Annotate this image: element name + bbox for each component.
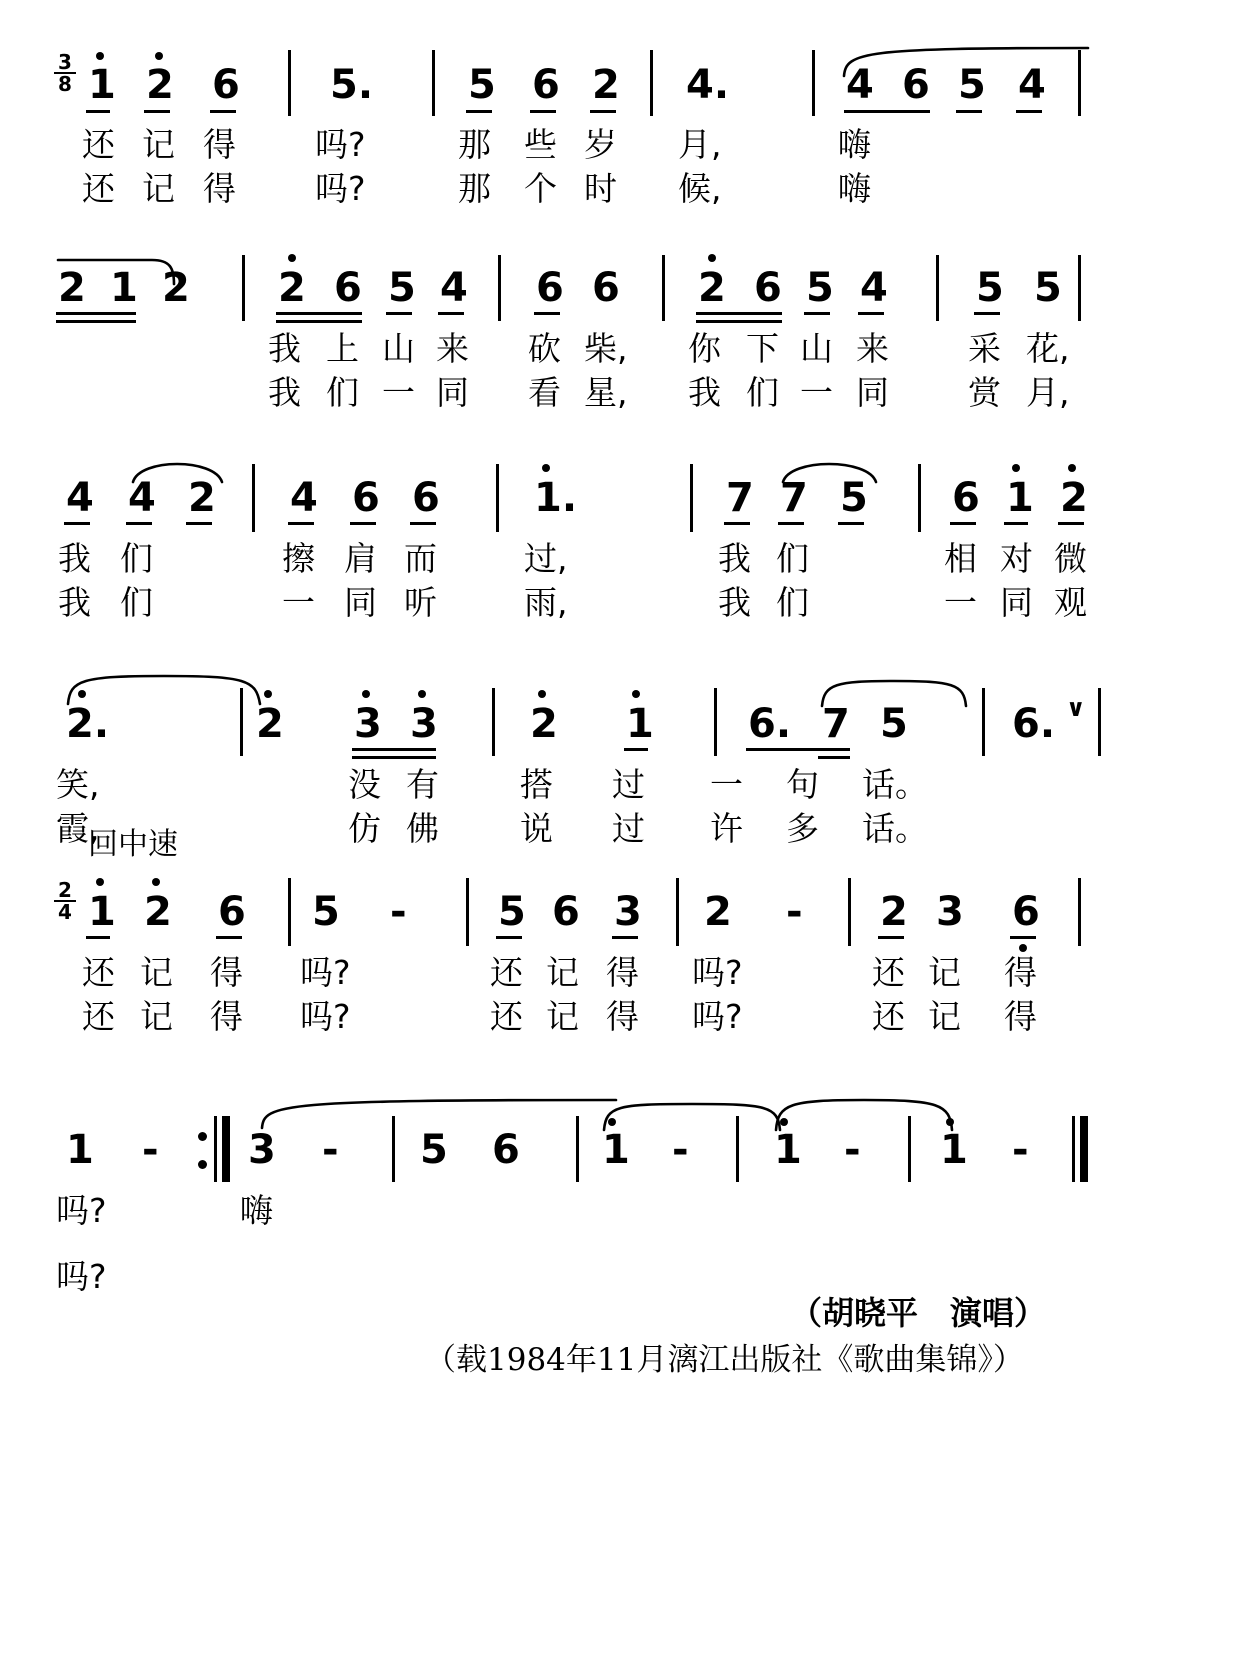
octave-dot-above: [538, 690, 546, 698]
time-signature-numerator: 2: [58, 878, 72, 902]
note: 4: [128, 475, 156, 521]
note: 4: [440, 265, 468, 311]
beam: [56, 320, 136, 323]
barline: [908, 1116, 911, 1182]
note: 3: [248, 1127, 276, 1173]
note: 5: [420, 1127, 448, 1173]
lyric-syllable: 记: [546, 997, 579, 1036]
beam: [126, 522, 152, 525]
lyric-syllable: 同: [856, 373, 889, 412]
note: 6: [552, 889, 580, 935]
note: 7: [726, 475, 754, 521]
lyric-syllable: 得: [210, 953, 243, 992]
sustain-dash: -: [844, 1127, 861, 1173]
beam: [1010, 936, 1036, 939]
barline: [392, 1116, 395, 1182]
note: 2: [144, 889, 172, 935]
note: 6: [352, 475, 380, 521]
lyric-syllable: 一: [944, 583, 977, 622]
lyric-syllable: 一: [800, 373, 833, 412]
final-thick-barline: [1080, 1116, 1088, 1182]
octave-dot-above: [362, 690, 370, 698]
beam: [696, 312, 782, 315]
barline: [936, 255, 939, 321]
lyric-syllable: 还: [872, 953, 905, 992]
octave-dot-above: [542, 464, 550, 472]
lyric-syllable: 岁: [584, 125, 617, 164]
lyric-syllable: 时: [584, 169, 617, 208]
lyric-syllable: 记: [140, 953, 173, 992]
beam: [410, 522, 436, 525]
lyric-syllable: 吗?: [692, 953, 743, 992]
lyric-syllable: 雨,: [524, 583, 568, 622]
lyric-syllable: 过: [612, 765, 645, 804]
lyric-syllable: 我: [718, 583, 751, 622]
system-5: [0, 826, 1235, 1036]
octave-dot-above: [96, 52, 104, 60]
octave-dot-above: [264, 690, 272, 698]
lyric-syllable: 我: [58, 583, 91, 622]
lyric-syllable: 些: [524, 125, 557, 164]
note: 4.: [686, 62, 730, 108]
note: 4: [1018, 62, 1046, 108]
lyric-syllable: 来: [856, 329, 889, 368]
time-signature-denominator: 4: [54, 900, 76, 922]
barline: [492, 688, 495, 756]
sustain-dash: -: [142, 1127, 159, 1173]
note: 1: [88, 62, 116, 108]
lyric-syllable: 笑,: [56, 765, 100, 804]
octave-dot-above: [152, 878, 160, 886]
note: 5: [498, 889, 526, 935]
octave-dot-above: [418, 690, 426, 698]
lyric-syllable: 月,: [678, 125, 722, 164]
note: 2: [698, 265, 726, 311]
beam: [878, 936, 904, 939]
note: 4: [66, 475, 94, 521]
lyric-syllable: 柴,: [584, 329, 628, 368]
beam: [144, 110, 170, 113]
note: 1: [1006, 475, 1034, 521]
lyric-syllable: 搭: [520, 765, 553, 804]
beam: [276, 312, 362, 315]
lyric-syllable: 还: [490, 997, 523, 1036]
beam: [956, 110, 982, 113]
octave-dot-above: [155, 52, 163, 60]
lyric-syllable: 吗?: [56, 1191, 107, 1230]
repeat-thick-barline: [222, 1116, 230, 1182]
beam: [746, 748, 850, 751]
beam: [1016, 110, 1042, 113]
note: 1: [66, 1127, 94, 1173]
note: 2: [592, 62, 620, 108]
lyric-syllable: 听: [404, 583, 437, 622]
octave-dot-above: [78, 690, 86, 698]
lyric-syllable: 说: [520, 809, 553, 848]
note: 2: [162, 265, 190, 311]
beam: [386, 312, 412, 315]
barline: [662, 255, 665, 321]
beam: [624, 748, 648, 751]
beam: [530, 110, 556, 113]
octave-dot-above: [288, 254, 296, 262]
lyric-syllable: 吗?: [300, 997, 351, 1036]
sustain-dash: -: [322, 1127, 339, 1173]
note: 5: [840, 475, 868, 521]
lyric-syllable: 同: [1000, 583, 1033, 622]
beam: [64, 522, 90, 525]
barline: [498, 255, 501, 321]
note: 6: [212, 62, 240, 108]
lyric-syllable: 吗?: [315, 125, 366, 164]
beam: [56, 312, 136, 315]
beam: [974, 312, 1000, 315]
beam: [804, 312, 830, 315]
beam: [352, 756, 436, 759]
note: 2: [880, 889, 908, 935]
note: 2: [146, 62, 174, 108]
note: 5: [468, 62, 496, 108]
source-credit: （载1984年11月漓江出版社《歌曲集锦》）: [425, 1342, 1024, 1378]
note: 2.: [66, 701, 110, 747]
note: 5: [958, 62, 986, 108]
beam: [350, 522, 376, 525]
lyric-syllable: 许: [710, 809, 743, 848]
lyric-syllable: 花,: [1026, 329, 1070, 368]
barline: [1078, 50, 1081, 116]
octave-dot-above: [946, 1118, 954, 1126]
lyric-syllable: 我: [688, 373, 721, 412]
lyric-syllable: 赏: [968, 373, 1001, 412]
beam: [288, 522, 314, 525]
barline: [690, 464, 693, 532]
sustain-dash: -: [672, 1127, 689, 1173]
barline: [288, 878, 291, 946]
lyric-syllable: 得: [1004, 997, 1037, 1036]
note: 3: [936, 889, 964, 935]
lyric-syllable: 我: [268, 329, 301, 368]
breath-mark: ∨: [1066, 694, 1086, 722]
note: 4: [846, 62, 874, 108]
beam: [534, 312, 560, 315]
barline: [812, 50, 815, 116]
lyric-syllable: 你: [688, 329, 721, 368]
lyric-syllable: 下: [746, 329, 779, 368]
lyric-syllable: 吗?: [56, 1257, 107, 1296]
beam: [216, 936, 242, 939]
lyric-syllable: 月,: [1026, 373, 1070, 412]
beam: [858, 312, 884, 315]
note: 3: [410, 701, 438, 747]
note: 6: [592, 265, 620, 311]
lyric-syllable: 有: [406, 765, 439, 804]
beam: [210, 110, 236, 113]
lyric-syllable: 没: [348, 765, 381, 804]
note: 2: [704, 889, 732, 935]
octave-dot-above: [1012, 464, 1020, 472]
barline: [918, 464, 921, 532]
time-signature-3-8: [54, 52, 76, 94]
note: 5: [880, 701, 908, 747]
note: 2: [256, 701, 284, 747]
note: 6: [902, 62, 930, 108]
note: 5: [806, 265, 834, 311]
lyric-syllable: 得: [606, 997, 639, 1036]
note: 6: [1012, 889, 1040, 935]
lyric-syllable: 我: [268, 373, 301, 412]
beam: [496, 936, 522, 939]
time-signature-denominator: 8: [54, 72, 76, 94]
barline: [432, 50, 435, 116]
lyric-syllable: 看: [528, 373, 561, 412]
lyric-syllable: 霞,: [56, 809, 100, 848]
lyric-syllable: 多: [786, 809, 819, 848]
lyric-syllable: 们: [326, 373, 359, 412]
note: 2: [58, 265, 86, 311]
barline: [466, 878, 469, 946]
sustain-dash: -: [1012, 1127, 1029, 1173]
barline: [714, 688, 717, 756]
lyric-syllable: 相: [944, 539, 977, 578]
lyric-syllable: 山: [800, 329, 833, 368]
beam: [612, 936, 638, 939]
octave-dot-above: [708, 254, 716, 262]
lyric-syllable: 吗?: [315, 169, 366, 208]
lyric-syllable: 嗨: [240, 1191, 273, 1230]
lyric-syllable: 得: [210, 997, 243, 1036]
note: 1: [88, 889, 116, 935]
barline: [650, 50, 653, 116]
lyric-syllable: 还: [872, 997, 905, 1036]
octave-dot-above: [632, 690, 640, 698]
lyric-syllable: 嗨: [838, 169, 871, 208]
repeat-dot: [198, 1160, 207, 1169]
lyric-syllable: 们: [776, 539, 809, 578]
lyric-syllable: 嗨: [838, 125, 871, 164]
note: 4: [860, 265, 888, 311]
lyric-syllable: 们: [120, 583, 153, 622]
lyric-syllable: 还: [82, 125, 115, 164]
barline: [496, 464, 499, 532]
beam: [818, 756, 850, 759]
lyric-syllable: 仿: [348, 809, 381, 848]
note: 1: [940, 1127, 968, 1173]
system-2: [0, 210, 1235, 410]
barline: [982, 688, 985, 756]
octave-dot-above: [608, 1118, 616, 1126]
note: 5: [312, 889, 340, 935]
barline: [288, 50, 291, 116]
lyric-syllable: 采: [968, 329, 1001, 368]
barline: [848, 878, 851, 946]
lyric-syllable: 星,: [584, 373, 628, 412]
lyric-syllable: 个: [524, 169, 557, 208]
lyric-syllable: 观: [1054, 583, 1087, 622]
lyric-syllable: 擦: [282, 539, 315, 578]
repeat-dot: [198, 1132, 207, 1141]
system-3: [0, 418, 1235, 628]
note: 2: [1060, 475, 1088, 521]
beam: [590, 110, 616, 113]
lyric-syllable: 们: [746, 373, 779, 412]
lyric-syllable: 那: [458, 125, 491, 164]
note: 5.: [330, 62, 374, 108]
repeat-thin-barline: [214, 1116, 217, 1182]
beam: [352, 748, 436, 751]
lyric-syllable: 过,: [524, 539, 568, 578]
barline: [1078, 878, 1081, 946]
beam: [86, 110, 110, 113]
system-6: [0, 1062, 1235, 1296]
lyric-syllable: 过: [612, 809, 645, 848]
lyric-syllable: 微: [1054, 539, 1087, 578]
beam: [466, 110, 492, 113]
tempo-marking: 回中速: [88, 827, 178, 862]
note: 6: [952, 475, 980, 521]
octave-dot-above: [780, 1118, 788, 1126]
beam: [438, 312, 464, 315]
lyric-syllable: 候,: [678, 169, 722, 208]
lyric-syllable: 得: [203, 125, 236, 164]
note: 6.: [748, 701, 792, 747]
note: 1: [602, 1127, 630, 1173]
final-thin-barline: [1072, 1116, 1075, 1182]
note: 1: [774, 1127, 802, 1173]
beam: [844, 110, 930, 113]
lyric-syllable: 一: [382, 373, 415, 412]
beam: [276, 320, 362, 323]
note: 1.: [534, 475, 578, 521]
lyric-syllable: 得: [606, 953, 639, 992]
barline: [676, 878, 679, 946]
note: 2: [530, 701, 558, 747]
lyric-syllable: 佛: [406, 809, 439, 848]
barline: [252, 464, 255, 532]
note: 6: [536, 265, 564, 311]
lyric-syllable: 记: [928, 997, 961, 1036]
beam: [186, 522, 212, 525]
beam: [778, 522, 804, 525]
lyric-syllable: 们: [776, 583, 809, 622]
lyric-syllable: 话。: [862, 765, 928, 804]
beam: [724, 522, 750, 525]
lyric-syllable: 砍: [528, 329, 561, 368]
lyric-syllable: 而: [404, 539, 437, 578]
beam: [1004, 522, 1028, 525]
note: 5: [976, 265, 1004, 311]
note: 6: [754, 265, 782, 311]
lyric-syllable: 得: [1004, 953, 1037, 992]
sustain-dash: -: [786, 889, 803, 935]
lyric-syllable: 对: [1000, 539, 1033, 578]
lyric-syllable: 们: [120, 539, 153, 578]
octave-dot-below: [1019, 944, 1027, 952]
note: 1: [626, 701, 654, 747]
lyric-syllable: 记: [546, 953, 579, 992]
beam: [696, 320, 782, 323]
lyric-syllable: 我: [718, 539, 751, 578]
beam: [950, 522, 976, 525]
note: 5: [1034, 265, 1062, 311]
note: 3: [354, 701, 382, 747]
time-signature-2-4: [54, 880, 76, 922]
lyric-syllable: 话。: [862, 809, 928, 848]
note: 6.: [1012, 701, 1056, 747]
note: 3: [614, 889, 642, 935]
barline: [240, 688, 243, 756]
barline: [242, 255, 245, 321]
lyric-syllable: 还: [82, 169, 115, 208]
note: 5: [388, 265, 416, 311]
lyric-syllable: 上: [326, 329, 359, 368]
lyric-syllable: 吗?: [692, 997, 743, 1036]
note: 2: [188, 475, 216, 521]
note: 6: [412, 475, 440, 521]
note: 6: [218, 889, 246, 935]
note: 4: [290, 475, 318, 521]
barline: [736, 1116, 739, 1182]
lyric-syllable: 一: [710, 765, 743, 804]
lyric-syllable: 记: [928, 953, 961, 992]
performer-credit: （胡晓平 演唱）: [790, 1294, 1047, 1332]
octave-dot-above: [1068, 464, 1076, 472]
note: 6: [492, 1127, 520, 1173]
note: 2: [278, 265, 306, 311]
lyric-syllable: 记: [142, 169, 175, 208]
lyric-syllable: 记: [142, 125, 175, 164]
lyric-syllable: 得: [203, 169, 236, 208]
note: 7: [822, 701, 850, 747]
system-1: [0, 0, 1235, 210]
note: 6: [334, 265, 362, 311]
octave-dot-above: [96, 878, 104, 886]
lyric-syllable: 我: [58, 539, 91, 578]
lyric-syllable: 还: [490, 953, 523, 992]
note: 7: [780, 475, 808, 521]
lyric-syllable: 还: [82, 997, 115, 1036]
beam: [838, 522, 864, 525]
tie-long-1: [258, 1090, 618, 1130]
beam: [86, 936, 110, 939]
lyric-syllable: 肩: [344, 539, 377, 578]
barline: [576, 1116, 579, 1182]
time-signature-numerator: 3: [58, 50, 72, 74]
beam: [1058, 522, 1084, 525]
lyric-syllable: 一: [282, 583, 315, 622]
lyric-syllable: 记: [140, 997, 173, 1036]
lyric-syllable: 吗?: [300, 953, 351, 992]
lyric-syllable: 山: [382, 329, 415, 368]
lyric-syllable: 那: [458, 169, 491, 208]
barline: [1078, 255, 1081, 321]
lyric-syllable: 同: [436, 373, 469, 412]
lyric-syllable: 同: [344, 583, 377, 622]
sustain-dash: -: [390, 889, 407, 935]
lyric-syllable: 句: [786, 765, 819, 804]
note: 1: [110, 265, 138, 311]
barline: [1098, 688, 1101, 756]
lyric-syllable: 还: [82, 953, 115, 992]
note: 6: [532, 62, 560, 108]
lyric-syllable: 来: [436, 329, 469, 368]
